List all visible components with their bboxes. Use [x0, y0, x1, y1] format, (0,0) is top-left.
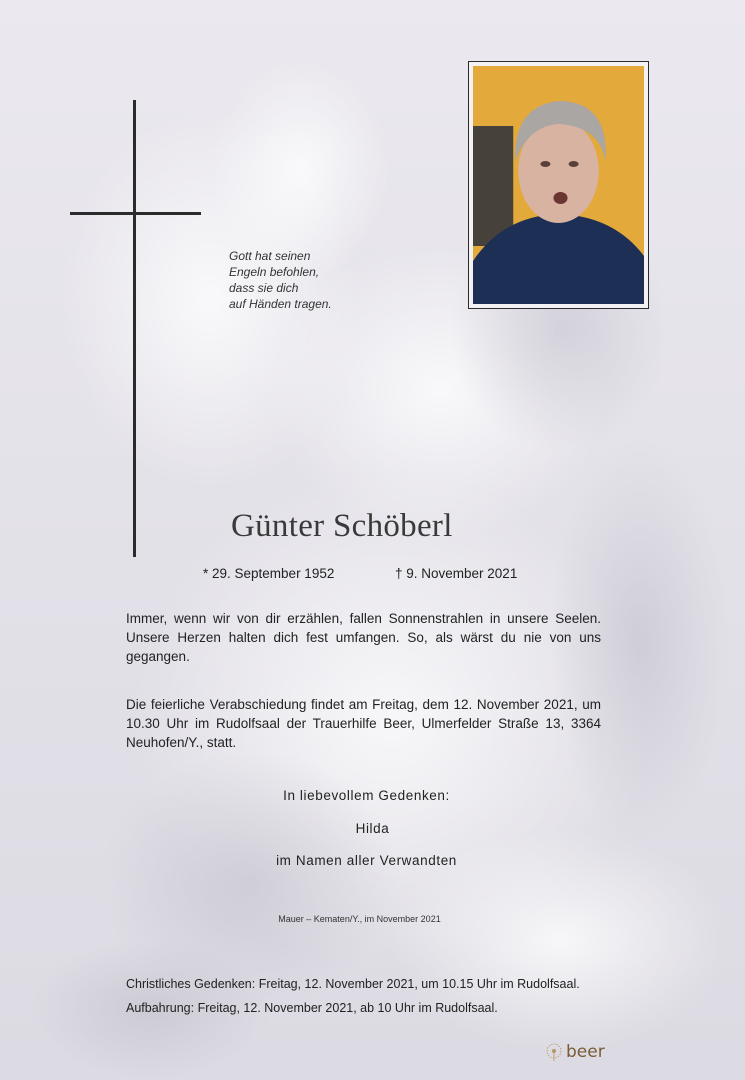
verse-line: auf Händen tragen.	[229, 297, 332, 311]
verse-line: Engeln befohlen,	[229, 265, 320, 279]
deceased-name: Günter Schöberl	[231, 508, 453, 544]
verse-line: dass sie dich	[229, 281, 299, 295]
cross-horizontal-bar	[70, 212, 201, 215]
verse-line: Gott hat seinen	[229, 249, 311, 263]
memorial-text: Immer, wenn wir von dir erzählen, fallen Sonnenstrahlen in unsere Seelen. Unsere Herzen halten dich fest umfangen. So, als wärst du nie von uns gegangen.	[126, 611, 601, 664]
viewing-info: Aufbahrung: Freitag, 12. November 2021, ab 10 Uhr im Rudolfsaal.	[126, 1001, 498, 1015]
portrait-photo	[473, 66, 644, 304]
logo-text: beer	[566, 1042, 605, 1062]
beer-logo	[544, 1042, 605, 1062]
place-and-date: Mauer – Kematen/Y., im November 2021	[278, 914, 441, 924]
portrait-photo-frame	[468, 61, 649, 309]
birth-date: * 29. September 1952	[203, 566, 335, 581]
cross-vertical-bar	[133, 100, 136, 557]
family-line: im Namen aller Verwandten	[276, 853, 457, 868]
memorial-service-info: Christliches Gedenken: Freitag, 12. November 2021, um 10.15 Uhr im Rudolfsaal.	[126, 977, 580, 991]
signer-name: Hilda	[355, 821, 390, 836]
bible-verse	[229, 248, 369, 312]
farewell-ceremony-text: Die feierliche Verabschiedung findet am Freitag, dem 12. November 2021, um 10.30 Uhr im Rudolfsaal der Trauerhilfe Beer, Ulmerfelder Straße 13, 3364 Neuhofen/Y., statt.	[126, 697, 601, 750]
dandelion-icon	[544, 1042, 564, 1062]
death-date: † 9. November 2021	[395, 566, 518, 581]
closing-greeting: In liebevollem Gedenken:	[283, 788, 450, 803]
